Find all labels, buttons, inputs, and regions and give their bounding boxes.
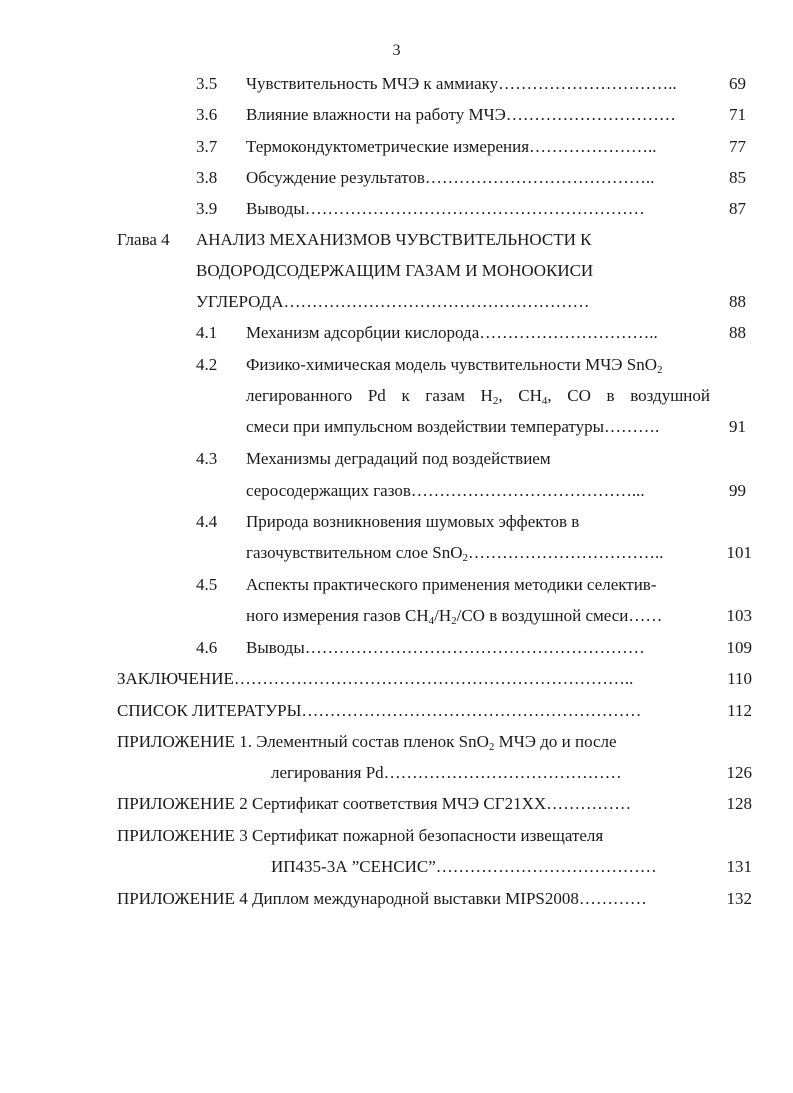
- entry-page: 88: [729, 323, 746, 342]
- entry-page: 101: [726, 543, 752, 562]
- entry-page: 77: [729, 137, 746, 156]
- entry-title-line: серосодержащих газов…………………………………...: [246, 481, 645, 500]
- entry-title: СПИСОК ЛИТЕРАТУРЫ……………………………………………………: [117, 701, 642, 720]
- entry-title: ПРИЛОЖЕНИЕ 4 Диплом международной выставки MIPS2008…………: [117, 889, 647, 908]
- entry-title: Выводы……………………………………………………: [246, 199, 645, 218]
- entry-page: 128: [726, 794, 752, 813]
- entry-title-line: Механизмы деградаций под воздействием: [246, 449, 551, 468]
- entry-title: Механизм адсорбции кислорода…………………………..: [246, 323, 658, 342]
- entry-page: 109: [726, 638, 752, 657]
- entry-page: 69: [729, 74, 746, 93]
- section-number: 4.4: [196, 512, 218, 531]
- entry-title: ЗАКЛЮЧЕНИЕ……………………………………………………………..: [117, 669, 634, 688]
- entry-page: 88: [729, 292, 746, 311]
- section-number: 4.2: [196, 355, 218, 374]
- section-number: 3.5: [196, 74, 218, 93]
- entry-title: Термокондуктометрические измерения…………………..: [246, 137, 657, 156]
- entry-title-line: ПРИЛОЖЕНИЕ 3 Сертификат пожарной безопасности извещателя: [117, 826, 604, 845]
- page-number: 3: [392, 42, 401, 59]
- entry-page: 103: [726, 606, 752, 625]
- entry-page: 99: [729, 481, 746, 500]
- entry-page: 87: [729, 199, 746, 218]
- chapter-title-line: АНАЛИЗ МЕХАНИЗМОВ ЧУВСТВИТЕЛЬНОСТИ К: [196, 230, 592, 249]
- section-number: 3.6: [196, 105, 218, 124]
- entry-page: 131: [726, 857, 752, 876]
- section-number: 4.1: [196, 323, 218, 342]
- entry-title-line: легированного Pd к газам $H_2$, $CH_4$, CO в воздушной: [246, 386, 710, 407]
- entry-title: Влияние влажности на работу МЧЭ…………………………: [246, 105, 676, 124]
- entry-page: 132: [726, 889, 752, 908]
- chapter-title-line: УГЛЕРОДА………………………………………………: [196, 292, 590, 311]
- entry-page: 126: [726, 763, 752, 782]
- section-number: 4.3: [196, 449, 218, 468]
- entry-title: Выводы……………………………………………………: [246, 638, 645, 657]
- entry-page: 91: [729, 417, 746, 436]
- entry-title: Обсуждение результатов…………………………………..: [246, 168, 655, 187]
- section-number: 3.9: [196, 199, 218, 218]
- entry-title-line: Аспекты практического применения методики селектив-: [246, 575, 657, 594]
- entry-page: 110: [727, 669, 752, 688]
- section-number: 4.6: [196, 638, 218, 657]
- entry-title-line: легирования Pd……………………………………: [271, 763, 622, 782]
- section-number: 3.7: [196, 137, 218, 156]
- entry-title-line: Физико-химическая модель чувствительности МЧЭ SnO$_2$: [246, 355, 663, 376]
- entry-title-line: Природа возникновения шумовых эффектов в: [246, 512, 580, 531]
- chapter-title-line: ВОДОРОДСОДЕРЖАЩИМ ГАЗАМ И МОНООКИСИ: [196, 261, 594, 280]
- section-number: 3.8: [196, 168, 218, 187]
- section-number: 4.5: [196, 575, 218, 594]
- entry-title: ПРИЛОЖЕНИЕ 2 Сертификат соответствия МЧЭ СГ21ХХ……………: [117, 794, 632, 813]
- entry-page: 85: [729, 168, 746, 187]
- entry-title-line: ПРИЛОЖЕНИЕ 1. Элементный состав пленок SnO$_2$ МЧЭ до и после: [117, 732, 617, 753]
- entry-title-line: ИП435-3А ”СЕНСИС”…………………………………: [271, 857, 657, 876]
- entry-title-line: газочувствительном слое SnO$_2$……………………………..: [246, 543, 664, 564]
- entry-page: 71: [729, 105, 746, 124]
- chapter-label: Глава 4: [117, 230, 170, 249]
- entry-title-line: смеси при импульсном воздействии температуры……….: [246, 417, 660, 436]
- entry-title-line: ного измерения газов $CH_4/H_2/CO$ в воздушной смеси……: [246, 606, 663, 627]
- entry-page: 112: [727, 701, 752, 720]
- entry-title: Чувствительность МЧЭ к аммиаку…………………………..: [246, 74, 677, 93]
